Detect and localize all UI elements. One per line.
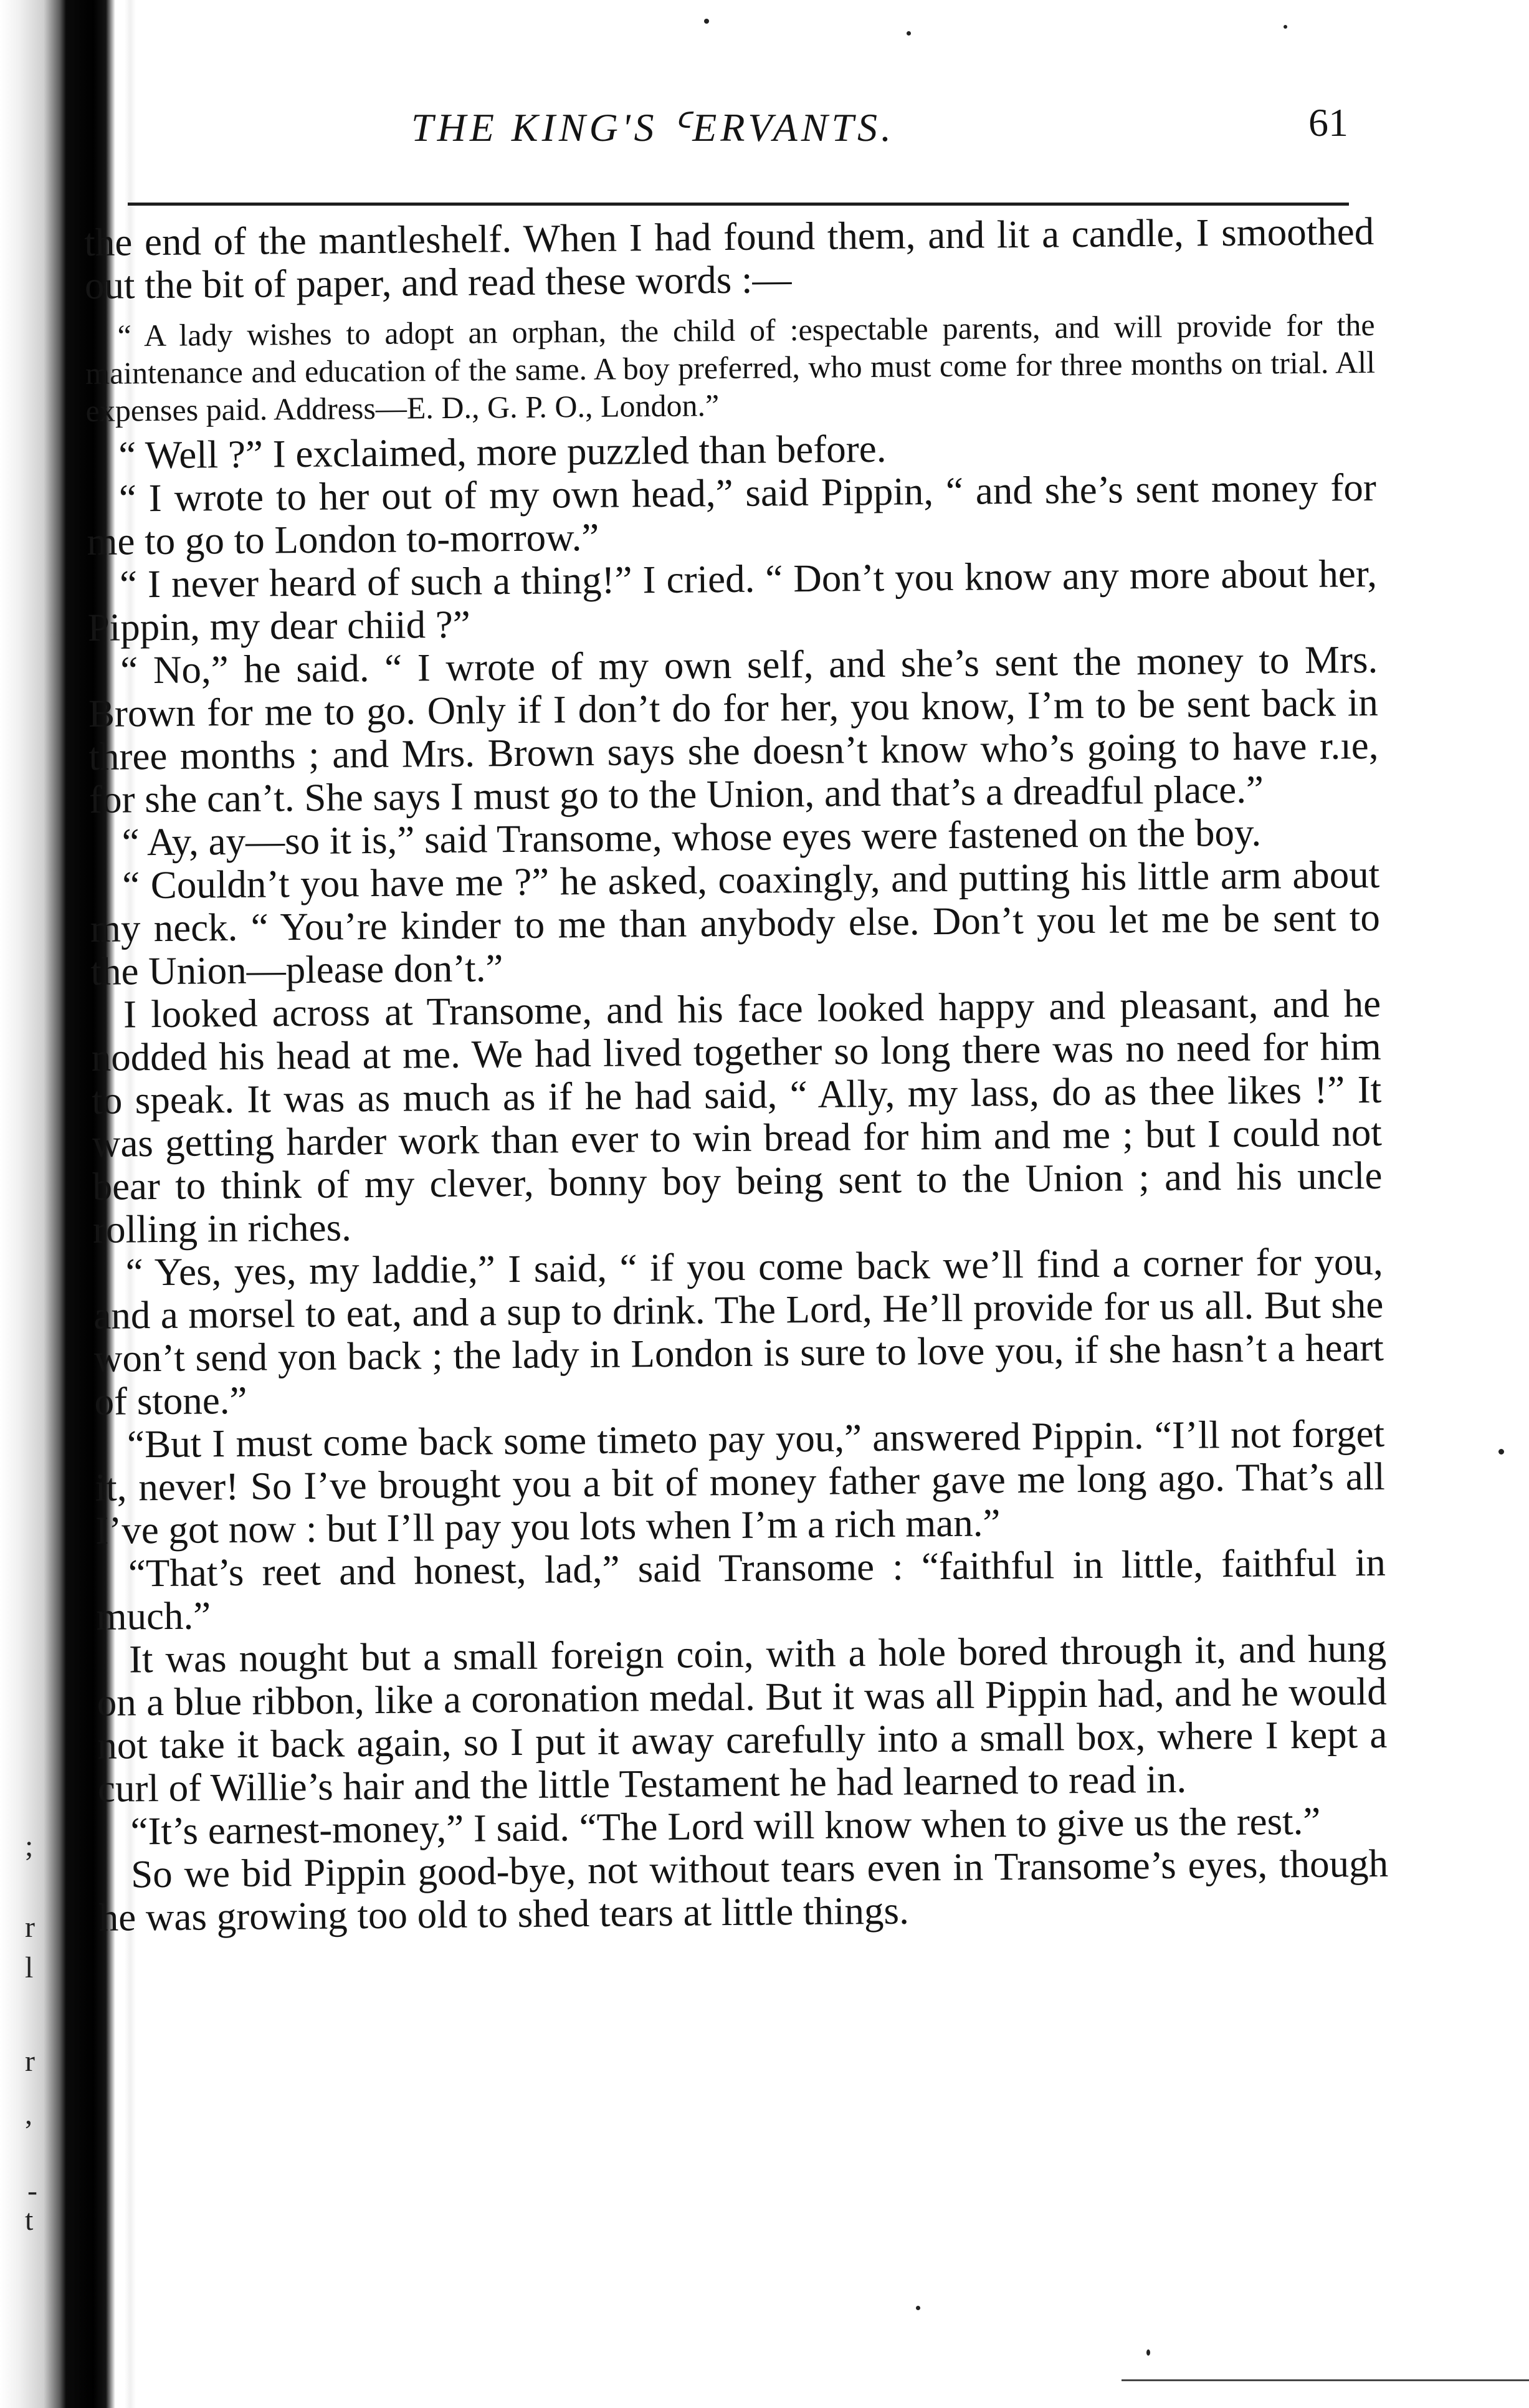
paragraph: the end of the mantleshelf. When I had found them, and lit a candle, I smoothed out the bit of paper, and read these words :— bbox=[83, 209, 1374, 307]
paragraph: “ No,” he said. “ I wrote of my own self, and she’s sent the money to Mrs. Brown for me to go. Only if I don’t do for her, you know, I’m to be sent back in three months ; and Mrs. Brown says she doesn’t know who’s going to have r.ıe, for she can’t. She says I must go to the Union, and that’s a dreadful place.” bbox=[88, 637, 1379, 821]
print-speck bbox=[1146, 2349, 1150, 2356]
paragraph: “ Ay, ay—so it is,” said Transome, whose eyes were fastened on the boy. bbox=[121, 810, 1262, 864]
running-title: THE KING'S ᑦERVANTS. bbox=[411, 105, 895, 150]
margin-mark: r bbox=[25, 2045, 35, 2078]
paragraph: “But I must come back some timeto pay you,” answered Pippin. “I’ll not forget it, never! So I’ve brought you a bit of money father gave me long ago. That’s all I’ve got now : but I’ll pay you lots when I’m a rich man.” bbox=[95, 1411, 1385, 1552]
print-speck bbox=[907, 31, 911, 36]
print-speck bbox=[916, 2306, 920, 2310]
print-speck bbox=[1284, 25, 1287, 29]
advertisement-quote: “ A lady wishes to adopt an orphan, the child of :espectable parents, and will provide for the maintenance and education of the same. A boy preferred, who must come for three months on trial. All expenses paid. Address—E. D., G. P. O., London.” bbox=[85, 307, 1376, 428]
margin-mark: - bbox=[27, 2174, 37, 2207]
page-number: 61 bbox=[1308, 100, 1348, 145]
header-rule bbox=[128, 203, 1349, 206]
paragraph: “That’s reet and honest, lad,” said Transome : “faithful in little, faithful in much.” bbox=[96, 1540, 1386, 1638]
print-speck bbox=[1498, 1449, 1504, 1455]
margin-mark: , bbox=[25, 2098, 32, 2131]
paragraph: “ I never heard of such a thing!” I cried. “ Don’t you know any more about her, Pippin, my dear chiid ?” bbox=[87, 551, 1378, 649]
margin-mark: r bbox=[25, 1911, 35, 1944]
page-header bbox=[0, 100, 1529, 168]
paragraph: I looked across at Transome, and his face looked happy and pleasant, and he nodded his head at me. We had lived together so long there was no need for him to speak. It was as much as if he had said, “ Ally, my lass, do as thee likes !” It was getting harder work than ever to win bread for him and me ; but I could not bear to think of my clever, bonny boy being sent to the Union ; and his uncle rolling in riches. bbox=[91, 981, 1383, 1251]
paragraph: “ I wrote to her out of my own head,” said Pippin, “ and she’s sent money for me to go to London to-morrow.” bbox=[87, 465, 1377, 563]
margin-mark: ; bbox=[25, 1830, 34, 1863]
paragraph: “ Yes, yes, my laddie,” I said, “ if you come back we’ll find a corner for you, and a morsel to eat, and a sup to drink. The Lord, He’ll provide for us all. But she won’t send yon back ; the lady in London is sure to love you, if she hasn’t a heart of stone.” bbox=[93, 1239, 1384, 1423]
paragraph: “ Well ?” I exclaimed, more puzzled than before. bbox=[118, 426, 887, 477]
print-speck bbox=[704, 19, 709, 24]
margin-mark: l bbox=[25, 1951, 34, 1984]
paragraph: It was nought but a small foreign coin, with a hole bored through it, and hung on a blue ribbon, like a coronation medal. But it was all Pippin had, and he would not take it back again, so I put it away carefully into a small box, where I kept a curl of Willie’s hair and the little Testament he had learned to read in. bbox=[97, 1626, 1388, 1810]
margin-mark: t bbox=[25, 2204, 34, 2237]
paragraph: So we bid Pippin good-bye, not without tears even in Transome’s eyes, though he was growing too old to shed tears at little things. bbox=[98, 1841, 1389, 1939]
bottom-edge-rule bbox=[1122, 2379, 1529, 2381]
body-text bbox=[84, 210, 1389, 1939]
paragraph: “ Couldn’t you have me ?” he asked, coaxingly, and putting his little arm about my neck. “ You’re kinder to me than anybody else. Don’t you let me be sent to the Union—please don’t.” bbox=[90, 852, 1381, 993]
paragraph: “It’s earnest-money,” I said. “The Lord will know when to give us the rest.” bbox=[130, 1799, 1321, 1853]
